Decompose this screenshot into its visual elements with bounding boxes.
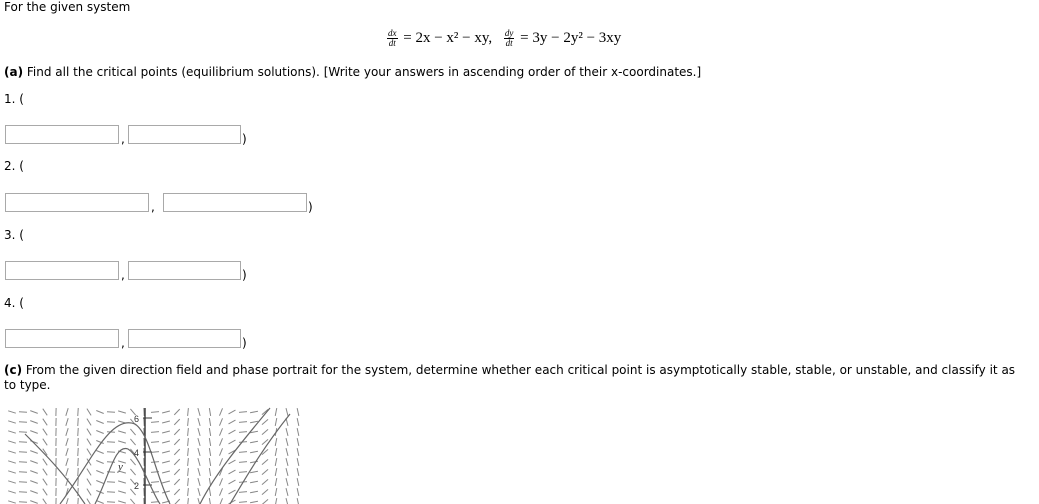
direction-field-segment [30, 411, 38, 414]
direction-field-segment [174, 479, 179, 485]
direction-field-segment [107, 412, 115, 413]
direction-field-segment [30, 491, 38, 494]
direction-field-segment [118, 501, 126, 503]
direction-field-segment [174, 409, 179, 415]
trajectory-4 [230, 414, 290, 504]
direction-field-segment [209, 468, 210, 476]
direction-field-segment [8, 471, 16, 473]
part-c-question-cont: to type. [4, 378, 51, 392]
point-3-comma: , [121, 268, 125, 282]
direction-field-segment [87, 419, 91, 426]
point-2-x-input[interactable] [5, 193, 149, 212]
direction-field-segment [219, 488, 222, 495]
direction-field-segment [8, 461, 16, 463]
point-1-close: ) [242, 132, 247, 146]
direction-field-segment [275, 438, 277, 446]
direction-field-segment [286, 468, 288, 476]
direction-field-segment [209, 408, 210, 416]
point-4-close: ) [242, 336, 247, 350]
direction-field-segment [297, 418, 299, 426]
direction-field-segment [19, 482, 27, 483]
direction-field-segment [275, 478, 277, 486]
part-c-question: (c) From the given direction field and phase portrait for the system, determine whether each critical point is asymptotically stable, stable, or unstable, and classify it as [4, 363, 1016, 377]
direction-field-segment [43, 429, 47, 436]
direction-field-segment [239, 422, 247, 423]
direction-field-segment [8, 481, 16, 483]
direction-field-segment [8, 441, 16, 443]
direction-field-segment [162, 421, 170, 423]
point-2-comma: , [151, 200, 155, 214]
direction-field-segment [151, 502, 159, 503]
direction-field-segment [87, 499, 91, 504]
direction-field-segment [209, 498, 210, 504]
direction-field-segment [118, 491, 126, 493]
point-3-y-input[interactable] [128, 261, 241, 280]
direction-field-segment [209, 458, 210, 466]
dy-dt-fraction: $\frac{dy}{dt}$ [504, 28, 514, 48]
trajectory-2 [95, 448, 160, 504]
direction-field-segment [297, 438, 299, 446]
direction-field-segment [286, 488, 288, 496]
direction-field-segment [130, 469, 135, 475]
direction-field-segment [286, 478, 288, 486]
direction-field-segment [87, 489, 91, 496]
direction-field-segment [198, 478, 200, 486]
direction-field-segment [229, 410, 236, 414]
y-tick-label-4: 4 [133, 448, 139, 458]
direction-field-segment [174, 429, 179, 435]
direction-field-segment [96, 461, 103, 464]
direction-field-segment [107, 492, 115, 493]
direction-field-segment [297, 458, 299, 466]
direction-field-segment [87, 429, 91, 436]
direction-field-segment [198, 408, 200, 416]
direction-field-segment [209, 448, 210, 456]
direction-field-segment [297, 408, 299, 416]
point-4-label: 4. ( [4, 296, 24, 310]
direction-field-segment [286, 428, 288, 436]
point-2-label: 2. ( [4, 159, 24, 173]
intro-text: For the given system [4, 0, 131, 14]
direction-field-segment [30, 481, 38, 484]
direction-field-segment [174, 439, 179, 445]
point-3-close: ) [242, 268, 247, 282]
direction-field-segment [250, 501, 258, 502]
direction-field-segment [66, 458, 68, 466]
direction-field-segment [151, 432, 159, 433]
direction-field-segment [209, 428, 210, 436]
direction-field-segment [19, 462, 27, 463]
direction-field-segment [87, 449, 91, 456]
direction-field-segment [198, 488, 200, 496]
direction-field-segment [262, 479, 268, 484]
point-1-x-input[interactable] [5, 125, 119, 144]
direction-field-segment [30, 471, 38, 474]
direction-field-segment [96, 451, 103, 454]
direction-field-segment [198, 458, 200, 466]
direction-field-segment [66, 438, 68, 446]
direction-field-segment [162, 431, 170, 433]
direction-field-segment [229, 490, 236, 494]
dx-rhs: = 2x − x² − xy, [403, 29, 493, 46]
direction-field-segment [188, 448, 189, 456]
direction-field-segment [19, 502, 27, 503]
direction-field-segment [297, 428, 299, 436]
trajectory-5 [25, 434, 85, 504]
direction-field-segment [107, 442, 115, 443]
direction-field-segment [19, 422, 27, 423]
direction-field-segment [229, 480, 236, 484]
direction-field-segment [209, 418, 210, 426]
y-tick-label-2: 2 [133, 481, 139, 491]
direction-field-segment [130, 439, 135, 445]
direction-field-segment [8, 451, 16, 453]
direction-field-segment [96, 501, 103, 504]
direction-field-segment [219, 498, 222, 504]
direction-field-segment [297, 468, 299, 476]
direction-field-segment [262, 499, 268, 504]
direction-field-segment [229, 420, 236, 424]
direction-field-segment [275, 448, 277, 456]
direction-field-segment [297, 498, 299, 504]
direction-field-segment [262, 429, 268, 434]
y-tick-label-6: 6 [133, 414, 139, 424]
direction-field-segment [66, 428, 68, 436]
direction-field-segment [118, 441, 126, 443]
direction-field-segment [43, 459, 47, 466]
direction-field-segment [286, 438, 288, 446]
direction-field-segment [8, 501, 16, 503]
direction-field-segment [43, 439, 47, 446]
direction-field-segment [188, 428, 189, 436]
direction-field-segment [66, 408, 68, 416]
direction-field-segment [239, 472, 247, 473]
direction-field-segment [87, 469, 91, 476]
direction-field-segment [107, 422, 115, 423]
direction-field-segment [286, 408, 288, 416]
direction-field-segment [96, 481, 103, 484]
direction-field-segment [239, 412, 247, 413]
direction-field-segment [151, 482, 159, 483]
direction-field-segment [250, 471, 258, 472]
direction-field-segment [250, 461, 258, 462]
direction-field-segment [96, 411, 103, 414]
direction-field-segment [250, 451, 258, 452]
direction-field-segment [43, 419, 47, 426]
direction-field-segment [198, 428, 200, 436]
direction-field-segment [239, 492, 247, 493]
direction-field-segment [43, 409, 47, 416]
direction-field-segment [219, 448, 222, 455]
direction-field-segment [219, 428, 222, 435]
direction-field-segment [174, 469, 179, 475]
direction-field-segment [66, 498, 68, 504]
direction-field-segment [130, 429, 135, 435]
direction-field-segment [174, 489, 179, 495]
direction-field-segment [262, 469, 268, 474]
direction-field-segment [130, 499, 135, 504]
direction-field-segment [275, 458, 277, 466]
direction-field-segment [219, 418, 222, 425]
direction-field-segment [188, 438, 189, 446]
direction-field-segment [151, 412, 159, 413]
direction-field-segment [239, 432, 247, 433]
direction-field-segment [30, 461, 38, 464]
direction-field-segment [188, 418, 189, 426]
direction-field-segment [250, 491, 258, 492]
direction-field-segment [162, 471, 170, 473]
phase-portrait-image [0, 404, 300, 504]
direction-field-segment [188, 488, 189, 496]
direction-field-segment [250, 421, 258, 422]
direction-field-segment [30, 501, 38, 504]
direction-field-segment [151, 422, 159, 423]
direction-field-segment [174, 499, 179, 504]
direction-field [8, 408, 299, 504]
direction-field-segment [198, 418, 200, 426]
direction-field-segment [262, 489, 268, 494]
direction-field-segment [275, 408, 277, 416]
direction-field-segment [250, 441, 258, 442]
direction-field-segment [87, 409, 91, 416]
direction-field-segment [107, 482, 115, 483]
direction-field-segment [239, 462, 247, 463]
direction-field-segment [66, 468, 68, 476]
direction-field-segment [275, 488, 277, 496]
direction-field-segment [209, 488, 210, 496]
direction-field-segment [43, 489, 47, 496]
direction-field-segment [229, 440, 236, 444]
direction-field-segment [209, 438, 210, 446]
direction-field-segment [19, 412, 27, 413]
direction-field-segment [8, 421, 16, 423]
point-4-x-input[interactable] [5, 329, 119, 348]
direction-field-segment [96, 471, 103, 474]
direction-field-segment [229, 460, 236, 464]
direction-field-segment [188, 468, 189, 476]
dx-dt-fraction: $\frac{dx}{dt}$ [388, 28, 397, 48]
direction-field-segment [66, 418, 68, 426]
direction-field-segment [107, 452, 115, 453]
direction-field-segment [250, 481, 258, 482]
direction-field-segment [262, 419, 268, 424]
direction-field-segment [174, 459, 179, 465]
direction-field-segment [19, 432, 27, 433]
point-2-y-input[interactable] [163, 193, 307, 212]
direction-field-segment [19, 472, 27, 473]
direction-field-segment [30, 421, 38, 424]
direction-field-segment [87, 439, 91, 446]
point-3-label: 3. ( [4, 228, 24, 242]
direction-field-segment [66, 448, 68, 456]
direction-field-segment [96, 431, 103, 434]
direction-field-segment [118, 481, 126, 483]
direction-field-segment [8, 491, 16, 493]
point-4-y-input[interactable] [128, 329, 241, 348]
direction-field-segment [162, 461, 170, 463]
direction-field-segment [286, 448, 288, 456]
direction-field-segment [43, 499, 47, 504]
direction-field-segment [198, 448, 200, 456]
direction-field-segment [162, 491, 170, 493]
point-1-label: 1. ( [4, 92, 24, 106]
direction-field-segment [286, 498, 288, 504]
direction-field-segment [162, 451, 170, 453]
direction-field-segment [275, 498, 277, 504]
direction-field-segment [151, 442, 159, 443]
direction-field-segment [188, 458, 189, 466]
direction-field-segment [151, 452, 159, 453]
y-axis-label: y [118, 461, 123, 473]
direction-field-segment [188, 408, 189, 416]
direction-field-segment [198, 438, 200, 446]
direction-field-segment [239, 452, 247, 453]
direction-field-segment [250, 411, 258, 412]
direction-field-segment [275, 418, 277, 426]
point-3-x-input[interactable] [5, 261, 119, 280]
system-equation [385, 29, 621, 48]
point-1-y-input[interactable] [128, 125, 241, 144]
direction-field-segment [118, 431, 126, 433]
direction-field-segment [43, 469, 47, 476]
direction-field-segment [162, 481, 170, 483]
direction-field-segment [297, 448, 299, 456]
direction-field-segment [107, 502, 115, 503]
direction-field-segment [229, 430, 236, 434]
direction-field-segment [30, 431, 38, 434]
direction-field-segment [275, 468, 277, 476]
point-1-comma: , [121, 132, 125, 146]
direction-field-segment [87, 479, 91, 486]
direction-field-segment [130, 459, 135, 465]
direction-field-segment [174, 449, 179, 455]
direction-field-segment [286, 458, 288, 466]
direction-field-segment [262, 459, 268, 464]
direction-field-segment [188, 478, 189, 486]
direction-field-segment [188, 498, 189, 504]
direction-field-segment [219, 478, 222, 485]
dy-rhs: = 3y − 2y² − 3xy [520, 29, 622, 46]
direction-field-segment [30, 451, 38, 454]
part-a-question: (a) Find all the critical points (equilibrium solutions). [Write your answers in ascending order of their x-coordinates.] [4, 65, 702, 79]
direction-field-segment [297, 478, 299, 486]
direction-field-segment [43, 479, 47, 486]
direction-field-segment [96, 421, 103, 424]
direction-field-segment [19, 452, 27, 453]
direction-field-segment [198, 468, 200, 476]
direction-field-segment [239, 502, 247, 503]
direction-field-segment [219, 438, 222, 445]
direction-field-segment [162, 441, 170, 443]
point-4-comma: , [121, 336, 125, 350]
direction-field-segment [174, 419, 179, 425]
direction-field-segment [118, 411, 126, 413]
direction-field-segment [8, 431, 16, 433]
direction-field-segment [19, 442, 27, 443]
point-2-close: ) [308, 200, 313, 214]
direction-field-segment [107, 462, 115, 463]
direction-field-segment [229, 470, 236, 474]
direction-field-segment [8, 411, 16, 413]
direction-field-segment [151, 492, 159, 493]
direction-field-segment [219, 408, 222, 415]
direction-field-segment [219, 458, 222, 465]
direction-field-segment [162, 411, 170, 413]
direction-field-segment [297, 488, 299, 496]
direction-field-segment [19, 492, 27, 493]
